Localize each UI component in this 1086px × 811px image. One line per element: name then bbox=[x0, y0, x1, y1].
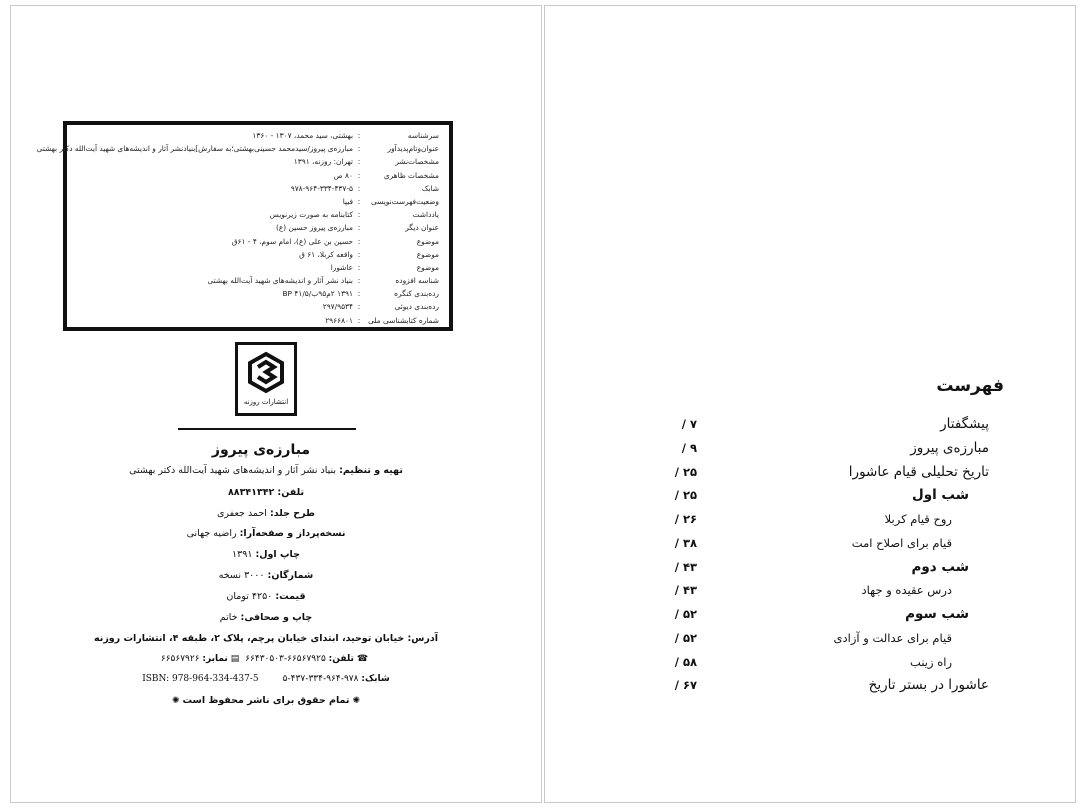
toc-item-label: عاشورا در بستر تاریخ bbox=[868, 677, 989, 693]
toc-item-label: تاریخ تحلیلی قیام عاشورا bbox=[848, 464, 989, 480]
cip-label: رده‌بندی دیوئی bbox=[394, 302, 439, 312]
toc-item-label: روح قیام کربلا bbox=[884, 512, 952, 526]
toc-item[interactable] bbox=[545, 580, 1077, 600]
cip-value: عاشورا bbox=[330, 262, 353, 272]
toc-item[interactable] bbox=[545, 675, 1077, 695]
cip-label: شابک bbox=[421, 183, 439, 193]
toc-item-label: شب دوم bbox=[911, 559, 969, 575]
cip-label: موضوع bbox=[416, 262, 439, 272]
cip-row: موضوع : حسین بن علی (ع)، امام سوم، ۴ - ۶۱ق bbox=[77, 235, 439, 248]
cip-row: رده‌بندی دیوئی : ۲۹۷/۹۵۳۴ bbox=[77, 300, 439, 313]
left-page bbox=[10, 5, 542, 803]
isbn-line: شابک: ۹۷۸-۹۶۴-۳۳۴-۴۳۷-۵ISBN: 978-964-334-437-5 bbox=[142, 674, 390, 684]
cip-row: عنوان دیگر : مبارزه‌ی پیروز حسین (ع) bbox=[77, 221, 439, 234]
cip-label: موضوع bbox=[416, 249, 439, 259]
cip-value: کتابنامه به صورت زیرنویس bbox=[269, 210, 353, 220]
cip-label: عنوان دیگر bbox=[405, 223, 439, 233]
publisher-logo bbox=[235, 342, 297, 416]
cip-value: واقعه کربلا، ۶۱ ق bbox=[299, 249, 353, 259]
credit-price: قیمت: ۴۲۵۰ تومان bbox=[226, 591, 306, 602]
credit-circulation: شمارگان: ۳۰۰۰ نسخه bbox=[218, 570, 314, 581]
cip-label: رده‌بندی کنگره bbox=[394, 289, 439, 299]
cip-row: شابک : ۹۷۸-۹۶۴-۳۳۴-۴۳۷-۵ bbox=[77, 182, 439, 195]
credit-printing: چاپ و صحافی: خاتم bbox=[219, 612, 313, 623]
cip-row: عنوان‌وتام‌پدیدآور : مبارزه‌ی پیروز/سیدمحمد حسینی‌بهشتی؛به سفارش]بنیادنشر آثار و اندیشه‌های شهید آیت‌الله دکتر بهشتی bbox=[36, 144, 439, 154]
cip-value: ۸۰ ص bbox=[333, 170, 353, 180]
credit-prep: تهیه و تنظیم: بنیاد نشر آثار و اندیشه‌های شهید آیت‌الله دکتر بهشتی bbox=[129, 465, 403, 476]
rights-line: ✺تمام حقوق برای ناشر محفوظ است✺ bbox=[71, 695, 461, 706]
cip-label: وضعیت‌فهرست‌نویسی bbox=[370, 196, 439, 206]
logo-text: انتشارات روزنه bbox=[243, 398, 289, 406]
cip-row: رده‌بندی کنگره : ۱۳۹۱ ۲م۹۵ب/۴۱/۵ BP bbox=[77, 287, 439, 300]
toc-item[interactable] bbox=[545, 509, 1077, 529]
cip-row: موضوع : واقعه کربلا، ۶۱ ق bbox=[77, 248, 439, 261]
flower-icon: ✺ bbox=[171, 696, 180, 706]
cip-value: فیپا bbox=[342, 196, 353, 206]
fax-icon: ▤ bbox=[230, 654, 240, 664]
toc-item-page: ۲۶ / bbox=[674, 512, 697, 526]
credit-layout: نسخه‌پرداز و صفحه‌آرا: راضیه جهانی bbox=[186, 528, 346, 539]
toc-item[interactable] bbox=[545, 533, 1077, 553]
toc-item[interactable] bbox=[545, 462, 1077, 482]
toc-item-page: ۶۷ / bbox=[674, 678, 697, 692]
cip-label: عنوان‌وتام‌پدیدآور bbox=[387, 144, 439, 154]
cip-value: ۲۹۶۶۸۰۱ bbox=[325, 315, 353, 325]
cip-value: بهشتی، سید محمد، ۱۳۰۷ - ۱۳۶۰ bbox=[252, 131, 353, 140]
contact-line: ☎تلفن: ۶۶۵۶۷۹۲۵-۶۶۴۳۰۵۰۳ ▤نمابر: ۶۶۵۶۷۹۲۶ bbox=[71, 654, 461, 664]
toc-item-page: ۹ / bbox=[681, 441, 697, 455]
toc-item-page: ۵۲ / bbox=[674, 631, 697, 645]
cip-row: یادداشت : کتابنامه به صورت زیرنویس bbox=[77, 208, 439, 221]
cip-label: سرشناسه bbox=[407, 131, 439, 140]
credit-phone: تلفن: ۸۸۳۴۱۳۴۲ bbox=[227, 487, 305, 498]
toc-item[interactable] bbox=[545, 557, 1077, 577]
right-page bbox=[544, 5, 1076, 803]
toc-item-label: پیشگفتار bbox=[940, 416, 989, 432]
toc-item-label: شب اول bbox=[912, 487, 969, 503]
book-title: مبارزه‌ی پیروز bbox=[211, 442, 311, 458]
cip-row: وضعیت‌فهرست‌نویسی : فیپا bbox=[77, 195, 439, 208]
flower-icon: ✺ bbox=[352, 696, 361, 706]
toc-item-label: مبارزه‌ی پیروز bbox=[910, 440, 989, 456]
toc-item[interactable] bbox=[545, 604, 1077, 624]
phone-icon: ☎ bbox=[356, 654, 369, 664]
cip-value: تهران: روزنه، ۱۳۹۱ bbox=[293, 157, 353, 167]
cip-value: حسین بن علی (ع)، امام سوم، ۴ - ۶۱ق bbox=[231, 236, 353, 246]
toc-item[interactable] bbox=[545, 438, 1077, 458]
toc-title: فهرست bbox=[936, 376, 1004, 396]
cip-row: مشخصات‌نشر : تهران: روزنه، ۱۳۹۱ bbox=[77, 155, 439, 168]
toc-item-label: قیام برای عدالت و آزادی bbox=[833, 631, 952, 645]
cip-value: مبارزه‌ی پیروز حسین (ع) bbox=[276, 223, 353, 233]
cip-row: موضوع : عاشورا bbox=[77, 261, 439, 274]
toc-item-page: ۵۲ / bbox=[674, 607, 697, 621]
credit-edition: چاپ اول: ۱۳۹۱ bbox=[232, 549, 300, 560]
cip-row: مشخصات ظاهری : ۸۰ ص bbox=[77, 169, 439, 182]
cip-label: شماره کتابشناسی ملی bbox=[368, 315, 439, 325]
toc-item-page: ۲۵ / bbox=[674, 465, 697, 479]
cip-label: مشخصات ظاهری bbox=[383, 170, 439, 180]
toc-item-page: ۲۵ / bbox=[674, 488, 697, 502]
publisher-logo-icon bbox=[244, 351, 288, 395]
toc-item[interactable] bbox=[545, 485, 1077, 505]
toc-item-page: ۴۳ / bbox=[674, 583, 697, 597]
toc-item-label: درس عقیده و جهاد bbox=[861, 583, 952, 597]
toc-item[interactable] bbox=[545, 414, 1077, 434]
credit-cover: طرح جلد: احمد جعفری bbox=[216, 508, 315, 519]
toc-item-page: ۴۳ / bbox=[674, 560, 697, 574]
divider-rule bbox=[178, 428, 356, 430]
cataloging-box bbox=[36, 121, 453, 331]
publisher-address: آدرس: خیابان توحید، ابتدای خیابان پرچم، پلاک ۲، طبقه ۴، انتشارات روزنه bbox=[93, 633, 438, 644]
toc-item[interactable] bbox=[545, 628, 1077, 648]
cip-value: ۹۷۸-۹۶۴-۳۳۴-۴۳۷-۵ bbox=[290, 183, 353, 193]
cip-label: موضوع bbox=[416, 236, 439, 246]
cip-row: شماره کتابشناسی ملی : ۲۹۶۶۸۰۱ bbox=[77, 314, 439, 327]
toc-item-label: شب سوم bbox=[905, 606, 969, 622]
toc-item-page: ۳۸ / bbox=[674, 536, 697, 550]
toc-item-page: ۵۸ / bbox=[674, 655, 697, 669]
cip-value: بنیاد نشر آثار و اندیشه‌های شهید آیت‌الله بهشتی bbox=[207, 276, 353, 286]
toc-item-label: قیام برای اصلاح امت bbox=[851, 536, 952, 550]
cip-value: مبارزه‌ی پیروز/سیدمحمد حسینی‌بهشتی؛به سفارش]بنیادنشر آثار و اندیشه‌های شهید آیت‌الله دکتر بهشتی bbox=[36, 144, 353, 154]
cip-row: شناسه افزوده : بنیاد نشر آثار و اندیشه‌های شهید آیت‌الله بهشتی bbox=[77, 274, 439, 287]
cip-label: مشخصات‌نشر bbox=[395, 157, 439, 167]
cip-label: شناسه افزوده bbox=[395, 276, 439, 286]
cip-value: ۱۳۹۱ ۲م۹۵ب/۴۱/۵ BP bbox=[282, 289, 353, 299]
toc-item-label: راه زینب bbox=[910, 655, 952, 669]
cip-label: یادداشت bbox=[412, 210, 439, 220]
toc-item-page: ۷ / bbox=[681, 417, 697, 431]
cip-row: سرشناسه : بهشتی، سید محمد، ۱۳۰۷ - ۱۳۶۰ bbox=[77, 129, 439, 142]
toc-item[interactable] bbox=[545, 652, 1077, 672]
cip-value: ۲۹۷/۹۵۳۴ bbox=[322, 302, 353, 312]
